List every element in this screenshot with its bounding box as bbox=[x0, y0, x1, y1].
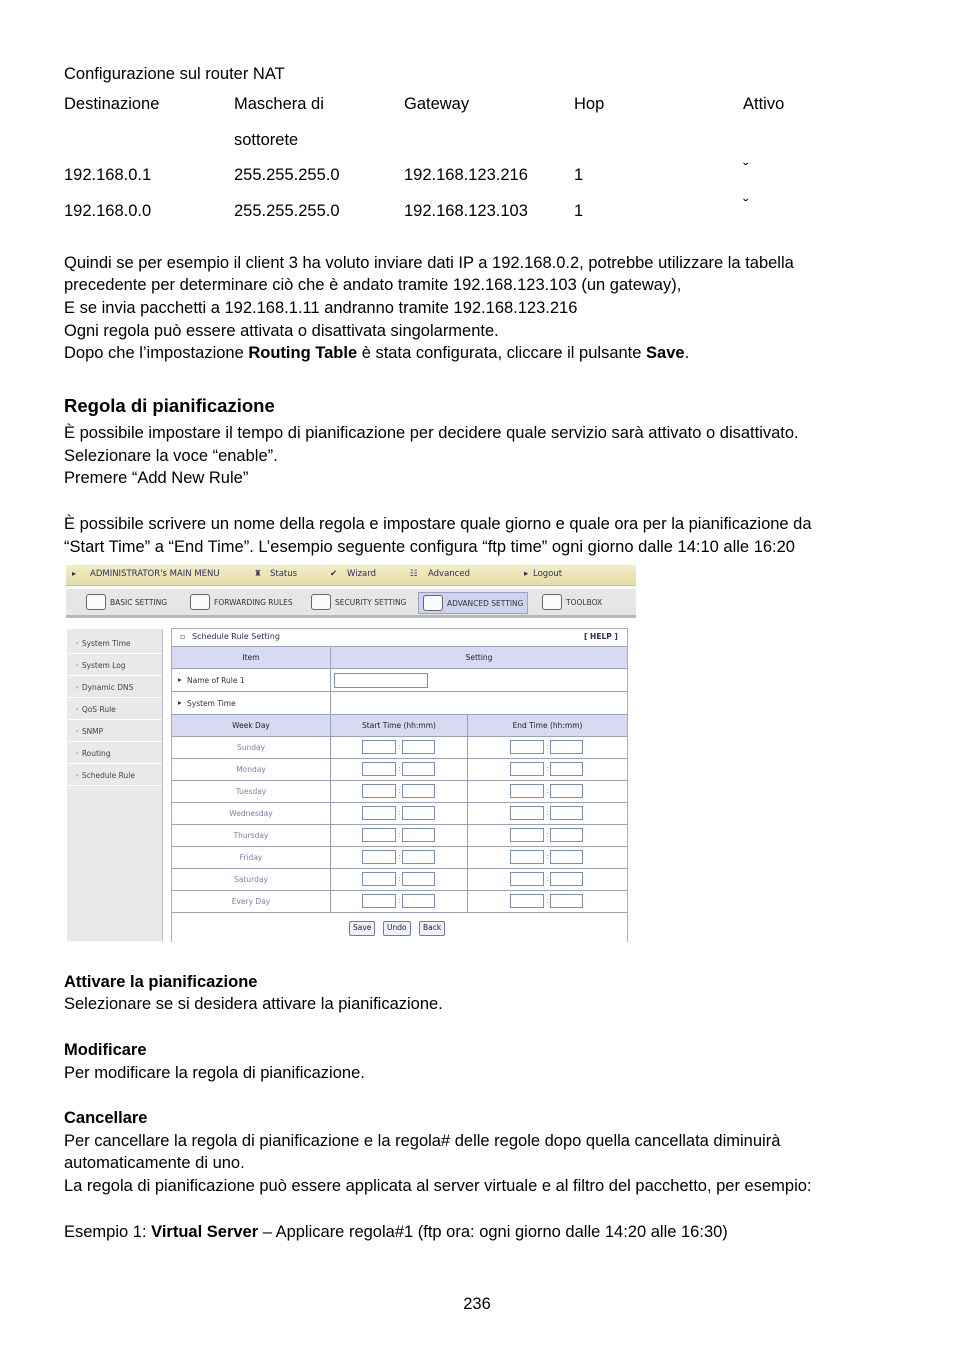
bullet-icon: ▸ bbox=[72, 569, 77, 578]
route-header-destination: Destinazione bbox=[64, 95, 160, 113]
day-row bbox=[172, 825, 627, 847]
sidebar-item-system-log[interactable]: ◦ System Log bbox=[67, 655, 162, 676]
tab-label: FORWARDING RULES bbox=[214, 597, 293, 607]
sidebar-item-label: System Log bbox=[81, 661, 126, 670]
topnav-wizard[interactable]: Wizard bbox=[347, 569, 376, 579]
route-cell: 192.168.0.1 bbox=[64, 166, 152, 184]
divider bbox=[467, 847, 468, 868]
colon-separator: : bbox=[546, 808, 549, 817]
tab-security-setting[interactable] bbox=[311, 592, 406, 612]
day-row bbox=[172, 891, 627, 913]
end-hour-input[interactable] bbox=[510, 762, 544, 776]
s3-line: automaticamente di uno. bbox=[64, 1154, 245, 1172]
start-minute-input[interactable] bbox=[402, 740, 435, 754]
wizard-icon: ✔ bbox=[330, 569, 338, 579]
s2-title: Modificare bbox=[64, 1041, 147, 1059]
colon-separator: : bbox=[398, 808, 401, 817]
sidebar-item-system-time[interactable]: ◦ System Time bbox=[67, 633, 162, 654]
tab-toolbox[interactable] bbox=[542, 592, 602, 612]
topnav-status[interactable]: Status bbox=[270, 569, 298, 579]
para1-line bbox=[64, 342, 689, 365]
phone-icon bbox=[311, 594, 331, 610]
help-link[interactable]: [ HELP ] bbox=[584, 632, 618, 641]
day-label: Monday bbox=[236, 765, 266, 774]
para1-line: Quindi se per esempio il client 3 ha voluto inviare dati IP a 192.168.0.2, potrebbe utilizzare la tabella bbox=[64, 254, 794, 272]
rule-name-input[interactable] bbox=[334, 673, 428, 688]
row-arrow-icon: ▸ bbox=[178, 675, 182, 684]
divider bbox=[330, 781, 331, 802]
colon-separator: : bbox=[546, 852, 549, 861]
route-cell: 192.168.123.216 bbox=[404, 166, 528, 184]
divider bbox=[330, 891, 331, 912]
start-hour-input[interactable] bbox=[362, 740, 396, 754]
route-cell: 255.255.255.0 bbox=[234, 166, 340, 184]
sidebar-item-routing[interactable]: ◦ Routing bbox=[67, 743, 162, 764]
toolbox-icon bbox=[542, 594, 562, 610]
day-label: Sunday bbox=[236, 743, 266, 752]
sidebar-item-label: SNMP bbox=[81, 727, 104, 736]
colon-separator: : bbox=[398, 896, 401, 905]
panel-title-row bbox=[172, 629, 627, 647]
text-span: Dopo che l’impostazione bbox=[64, 344, 249, 362]
end-minute-input[interactable] bbox=[550, 806, 583, 820]
s1-title: Attivare la pianificazione bbox=[64, 973, 258, 991]
system-time-row bbox=[172, 692, 627, 715]
arrow-icon: ▸ bbox=[524, 569, 529, 579]
colon-separator: : bbox=[398, 852, 401, 861]
status-icon: ♜ bbox=[254, 569, 262, 579]
row-arrow-icon: ▸ bbox=[178, 698, 182, 707]
text-span: è stata configurata, cliccare il pulsante bbox=[357, 344, 647, 362]
start-minute-input[interactable] bbox=[402, 872, 435, 886]
colon-separator: : bbox=[546, 874, 549, 883]
day-row bbox=[172, 803, 627, 825]
undo-button[interactable]: Undo bbox=[383, 921, 411, 936]
intro-line: Configurazione sul router NAT bbox=[64, 65, 285, 83]
end-hour-input[interactable] bbox=[510, 828, 544, 842]
sidebar bbox=[67, 629, 163, 941]
route-cell-active: ˇ bbox=[743, 161, 749, 179]
start-hour-input[interactable] bbox=[362, 872, 396, 886]
tab-bar bbox=[66, 589, 636, 618]
day-row bbox=[172, 847, 627, 869]
tab-forwarding-rules[interactable] bbox=[190, 592, 293, 612]
day-label: Tuesday bbox=[235, 787, 267, 796]
colon-separator: : bbox=[398, 874, 401, 883]
end-hour-input[interactable] bbox=[510, 894, 544, 908]
save-button[interactable]: Save bbox=[349, 921, 375, 936]
end-minute-input[interactable] bbox=[550, 762, 583, 776]
sidebar-item-qos-rule[interactable]: ◦ QoS Rule bbox=[67, 699, 162, 720]
start-hour-input[interactable] bbox=[362, 806, 396, 820]
para2-line: È possibile impostare il tempo di pianificazione per decidere quale servizio sarà attivato o disattivato. bbox=[64, 424, 799, 442]
start-minute-input[interactable] bbox=[402, 784, 435, 798]
divider bbox=[330, 869, 331, 890]
start-hour-input[interactable] bbox=[362, 784, 396, 798]
item-setting-header bbox=[172, 647, 627, 669]
para1-line: Ogni regola può essere attivata o disattivata singolarmente. bbox=[64, 322, 499, 340]
end-hour-input[interactable] bbox=[510, 784, 544, 798]
para1-line: E se invia pacchetti a 192.168.1.11 andranno tramite 192.168.123.216 bbox=[64, 299, 578, 317]
schedule-panel bbox=[171, 628, 628, 942]
topnav-main-menu[interactable]: ADMINISTRATOR's MAIN MENU bbox=[90, 569, 220, 579]
example-line bbox=[64, 1221, 728, 1244]
tab-advanced-setting[interactable] bbox=[418, 592, 528, 614]
route-cell: 255.255.255.0 bbox=[234, 202, 340, 220]
start-minute-input[interactable] bbox=[402, 894, 435, 908]
start-minute-input[interactable] bbox=[402, 806, 435, 820]
divider bbox=[330, 825, 331, 846]
end-minute-input[interactable] bbox=[550, 894, 583, 908]
colon-separator: : bbox=[398, 786, 401, 795]
text-span: . bbox=[684, 344, 690, 362]
divider bbox=[467, 737, 468, 758]
colon-separator: : bbox=[546, 764, 549, 773]
day-label: Friday bbox=[239, 853, 263, 862]
divider bbox=[330, 669, 331, 691]
advanced-icon: ☷ bbox=[410, 569, 418, 579]
col-week-day: Week Day bbox=[232, 721, 270, 730]
s3-title: Cancellare bbox=[64, 1109, 148, 1127]
para3-line: “Start Time” a “End Time”. L’esempio seguente configura “ftp time” ogni giorno dalle 14:10 alle 16:20 bbox=[64, 538, 795, 556]
end-hour-input[interactable] bbox=[510, 850, 544, 864]
week-header bbox=[172, 715, 627, 737]
router-screenshot bbox=[66, 565, 636, 941]
divider bbox=[330, 692, 331, 714]
para2-line: Selezionare la voce “enable”. bbox=[64, 447, 278, 465]
route-cell: 1 bbox=[574, 202, 584, 220]
topnav-logout[interactable]: Logout bbox=[533, 569, 563, 579]
s2-text: Per modificare la regola di pianificazione. bbox=[64, 1064, 365, 1082]
colon-separator: : bbox=[398, 764, 401, 773]
route-header-mask-cont: sottorete bbox=[234, 131, 299, 149]
end-hour-input[interactable] bbox=[510, 806, 544, 820]
s3-line: La regola di pianificazione può essere applicata al server virtuale e al filtro del pacchetto, per esempio: bbox=[64, 1177, 812, 1195]
name-label: Name of Rule 1 bbox=[187, 676, 245, 685]
section-title: Regola di pianificazione bbox=[64, 395, 275, 416]
system-time-label: System Time bbox=[187, 699, 236, 708]
bold-virtual-server: Virtual Server bbox=[151, 1223, 259, 1241]
divider bbox=[467, 869, 468, 890]
start-minute-input[interactable] bbox=[402, 762, 435, 776]
folder-icon bbox=[86, 594, 106, 610]
start-hour-input[interactable] bbox=[362, 850, 396, 864]
day-row bbox=[172, 781, 627, 803]
sidebar-item-label: Schedule Rule bbox=[81, 771, 135, 780]
divider bbox=[467, 891, 468, 912]
colon-separator: : bbox=[546, 786, 549, 795]
route-cell: 192.168.123.103 bbox=[404, 202, 528, 220]
text-span: – Applicare regola#1 (ftp ora: ogni giorno dalle 14:20 alle 16:30) bbox=[258, 1223, 728, 1241]
tab-label: SECURITY SETTING bbox=[335, 597, 407, 607]
col-end-time: End Time (hh:mm) bbox=[512, 721, 583, 730]
day-row bbox=[172, 869, 627, 891]
topnav-advanced[interactable]: Advanced bbox=[428, 569, 470, 579]
route-header-hop: Hop bbox=[574, 95, 605, 113]
end-minute-input[interactable] bbox=[550, 740, 583, 754]
start-hour-input[interactable] bbox=[362, 828, 396, 842]
end-minute-input[interactable] bbox=[550, 784, 583, 798]
colon-separator: : bbox=[546, 742, 549, 751]
advanced-setting-icon bbox=[423, 595, 443, 611]
divider bbox=[330, 737, 331, 758]
start-minute-input[interactable] bbox=[402, 828, 435, 842]
colon-separator: : bbox=[546, 830, 549, 839]
day-label: Wednesday bbox=[229, 809, 273, 818]
end-minute-input[interactable] bbox=[550, 850, 583, 864]
top-menu-bar bbox=[66, 565, 636, 586]
s1-text: Selezionare se si desidera attivare la pianificazione. bbox=[64, 995, 443, 1013]
route-header-mask: Maschera di bbox=[234, 95, 324, 113]
bold-save: Save bbox=[646, 344, 685, 362]
day-row bbox=[172, 737, 627, 759]
sidebar-item-label: System Time bbox=[81, 639, 131, 648]
day-label: Saturday bbox=[234, 875, 268, 884]
route-header-gateway: Gateway bbox=[404, 95, 470, 113]
para1-line: precedente per determinare ciò che è andato tramite 192.168.123.103 (un gateway), bbox=[64, 276, 682, 294]
tab-label: ADVANCED SETTING bbox=[447, 598, 524, 608]
day-label: Thursday bbox=[233, 831, 269, 840]
divider bbox=[467, 803, 468, 824]
tab-label: BASIC SETTING bbox=[110, 597, 168, 607]
route-cell: 192.168.0.0 bbox=[64, 202, 152, 220]
para3-line: È possibile scrivere un nome della regola e impostare quale giorno e quale ora per la pianificazione da bbox=[64, 515, 812, 533]
day-row bbox=[172, 759, 627, 781]
colon-separator: : bbox=[546, 896, 549, 905]
start-minute-input[interactable] bbox=[402, 850, 435, 864]
sidebar-item-label: Dynamic DNS bbox=[81, 683, 134, 692]
panel-title-icon: ▫ bbox=[180, 632, 186, 641]
col-item: Item bbox=[242, 653, 260, 662]
divider bbox=[330, 803, 331, 824]
tab-label: TOOLBOX bbox=[566, 597, 603, 607]
end-hour-input[interactable] bbox=[510, 872, 544, 886]
para2-line: Premere “Add New Rule” bbox=[64, 469, 249, 487]
name-row bbox=[172, 669, 627, 692]
route-header-active: Attivo bbox=[743, 95, 785, 113]
panel-title: Schedule Rule Setting bbox=[192, 632, 280, 641]
sidebar-item-label: QoS Rule bbox=[81, 705, 116, 714]
divider bbox=[330, 759, 331, 780]
back-button[interactable]: Back bbox=[419, 921, 445, 936]
bold-routing-table: Routing Table bbox=[248, 344, 358, 362]
divider bbox=[467, 825, 468, 846]
divider bbox=[467, 781, 468, 802]
end-hour-input[interactable] bbox=[510, 740, 544, 754]
tab-basic-setting[interactable] bbox=[86, 592, 167, 612]
col-start-time: Start Time (hh:mm) bbox=[362, 721, 436, 730]
sidebar-item-dynamic-dns[interactable]: ◦ Dynamic DNS bbox=[67, 677, 162, 698]
sidebar-item-label: Routing bbox=[81, 749, 111, 758]
start-hour-input[interactable] bbox=[362, 894, 396, 908]
page-number: 236 bbox=[463, 1295, 491, 1313]
route-cell: 1 bbox=[574, 166, 584, 184]
end-minute-input[interactable] bbox=[550, 828, 583, 842]
divider bbox=[467, 759, 468, 780]
colon-separator: : bbox=[398, 742, 401, 751]
sidebar-item-snmp[interactable]: ◦ SNMP bbox=[67, 721, 162, 742]
sidebar-item-schedule-rule[interactable]: ◦ Schedule Rule bbox=[67, 765, 162, 786]
divider bbox=[330, 847, 331, 868]
start-hour-input[interactable] bbox=[362, 762, 396, 776]
day-label: Every Day bbox=[231, 897, 271, 906]
route-cell-active: ˇ bbox=[743, 197, 749, 215]
end-minute-input[interactable] bbox=[550, 872, 583, 886]
col-setting: Setting bbox=[465, 653, 493, 662]
colon-separator: : bbox=[398, 830, 401, 839]
s3-line: Per cancellare la regola di pianificazione e la regola# delle regole dopo quella cancellata diminuirà bbox=[64, 1132, 781, 1150]
forward-icon bbox=[190, 594, 210, 610]
text-span: Esempio 1: bbox=[64, 1223, 152, 1241]
